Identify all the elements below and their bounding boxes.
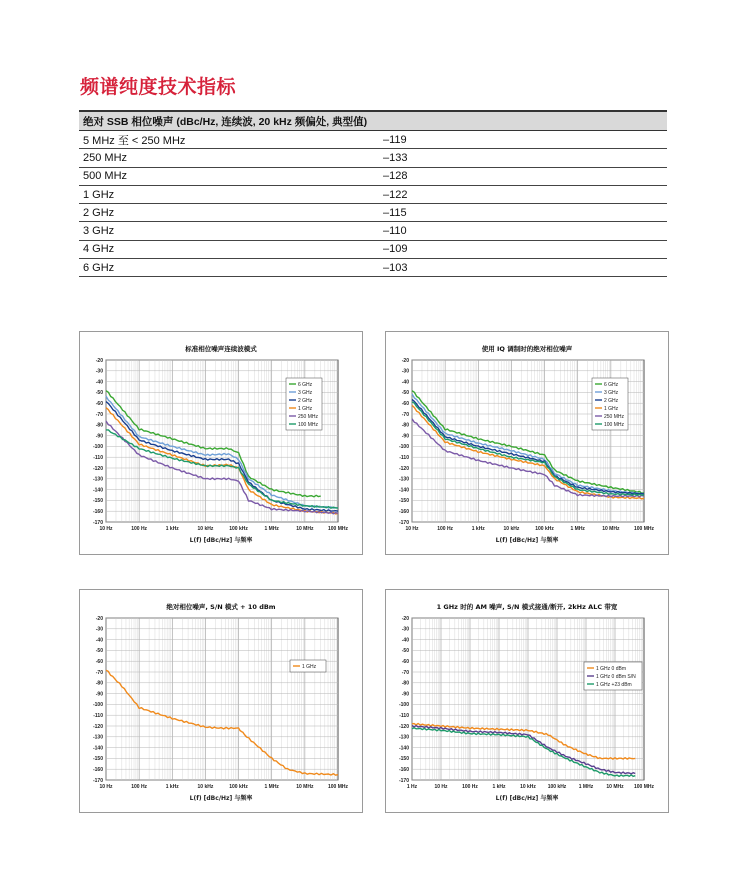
y-tick-label: -150 <box>398 498 409 505</box>
x-tick-label: 100 MHz <box>633 526 655 532</box>
spec-table <box>79 110 667 277</box>
chart-am-noise <box>385 589 669 813</box>
x-tick-label: 10 MHz <box>296 526 314 532</box>
y-tick-label: -170 <box>398 519 409 526</box>
row-value: –115 <box>379 204 667 222</box>
y-tick-label: -80 <box>401 680 409 687</box>
row-label: 5 MHz 至 < 250 MHz <box>79 131 379 149</box>
legend-label: 1 GHz <box>604 405 619 412</box>
x-axis-label: L(f) [dBc/Hz] 与频率 <box>495 795 559 802</box>
y-tick-label: -120 <box>92 723 103 730</box>
table-row <box>79 167 667 185</box>
x-tick-label: 1 Hz <box>406 784 418 790</box>
table-row <box>79 185 667 203</box>
y-tick-label: -150 <box>92 498 103 505</box>
x-tick-label: 10 MHz <box>602 526 620 532</box>
y-tick-label: -20 <box>95 615 103 622</box>
x-tick-label: 100 MHz <box>327 784 349 790</box>
chart-sn-mode-phase-noise <box>79 589 363 813</box>
x-tick-label: 100 Hz <box>131 784 148 790</box>
y-tick-label: -20 <box>95 357 103 364</box>
row-label: 1 GHz <box>79 185 379 203</box>
y-tick-label: -110 <box>93 455 103 461</box>
y-tick-label: -50 <box>401 648 409 655</box>
y-tick-label: -40 <box>401 379 409 386</box>
y-tick-label: -90 <box>401 433 409 440</box>
x-tick-label: 100 kHz <box>229 526 248 532</box>
chart-title: 绝对相位噪声, S/N 模式 + 10 dBm <box>166 603 276 611</box>
y-tick-label: -170 <box>92 519 103 526</box>
y-tick-label: -60 <box>95 401 103 407</box>
y-tick-label: -40 <box>95 379 103 386</box>
x-axis-label: L(f) [dBc/Hz] 与频率 <box>189 795 253 802</box>
x-tick-label: 100 Hz <box>131 526 148 532</box>
y-tick-label: -30 <box>401 626 409 633</box>
chart-svg-2 <box>80 590 362 812</box>
x-tick-label: 10 kHz <box>520 784 536 790</box>
y-tick-label: -140 <box>92 745 103 752</box>
table-row <box>79 204 667 222</box>
y-tick-label: -160 <box>398 767 409 773</box>
y-tick-label: -40 <box>401 637 409 644</box>
y-tick-label: -130 <box>398 476 409 483</box>
legend-label: 1 GHz <box>298 405 313 412</box>
row-label: 4 GHz <box>79 240 379 258</box>
x-tick-label: 1 MHz <box>264 526 279 532</box>
y-tick-label: -30 <box>401 368 409 375</box>
legend-label: 250 MHz <box>298 413 319 420</box>
row-value: –119 <box>379 131 667 149</box>
legend <box>584 662 642 690</box>
x-tick-label: 100 MHz <box>633 784 655 790</box>
y-tick-label: -40 <box>95 637 103 644</box>
y-tick-label: -90 <box>95 433 103 440</box>
table-row <box>79 259 667 277</box>
y-tick-label: -140 <box>92 487 103 494</box>
y-tick-label: -20 <box>401 615 409 622</box>
x-tick-label: 1 kHz <box>492 784 506 790</box>
y-tick-label: -130 <box>92 476 103 483</box>
y-tick-label: -160 <box>398 509 409 515</box>
y-tick-label: -120 <box>92 465 103 472</box>
x-tick-label: 1 MHz <box>570 526 585 532</box>
y-tick-label: -170 <box>92 777 103 784</box>
x-tick-label: 10 kHz <box>197 526 214 532</box>
y-tick-label: -30 <box>95 626 103 633</box>
x-tick-label: 1 kHz <box>471 526 485 532</box>
legend <box>592 378 628 430</box>
row-value: –103 <box>379 259 667 277</box>
x-axis-label: L(f) [dBc/Hz] 与频率 <box>189 537 253 544</box>
y-tick-label: -120 <box>398 465 409 472</box>
y-tick-label: -90 <box>95 691 103 698</box>
x-tick-label: 1 kHz <box>165 526 179 532</box>
legend-label: 1 GHz 0 dBm <box>596 665 627 672</box>
y-tick-label: -80 <box>401 422 409 429</box>
x-tick-label: 100 kHz <box>535 526 554 532</box>
x-tick-label: 10 kHz <box>197 784 214 790</box>
y-tick-label: -60 <box>401 401 409 407</box>
chart-svg-0 <box>80 332 362 554</box>
y-tick-label: -100 <box>92 702 103 709</box>
legend-label: 1 GHz +23 dBm <box>596 681 632 688</box>
row-label: 2 GHz <box>79 204 379 222</box>
y-tick-label: -160 <box>92 767 103 773</box>
x-tick-label: 100 kHz <box>547 784 567 790</box>
spec-table-header: 绝对 SSB 相位噪声 (dBc/Hz, 连续波, 20 kHz 频偏处, 典型值) <box>79 111 667 131</box>
y-tick-label: -60 <box>95 659 103 665</box>
row-value: –122 <box>379 185 667 203</box>
row-label: 500 MHz <box>79 167 379 185</box>
x-tick-label: 10 Hz <box>99 784 113 790</box>
page-heading: 频谱纯度技术指标 <box>80 76 237 98</box>
chart-title: 标准相位噪声连续波模式 <box>185 345 257 353</box>
x-tick-label: 100 Hz <box>462 784 478 790</box>
row-value: –128 <box>379 167 667 185</box>
y-tick-label: -20 <box>401 357 409 364</box>
legend-label: 1 GHz <box>302 663 317 670</box>
legend <box>286 378 322 430</box>
legend-label: 1 GHz 0 dBm S/N <box>596 673 636 680</box>
legend <box>290 660 326 672</box>
chart-standard-phase-noise <box>79 331 363 555</box>
x-axis-label: L(f) [dBc/Hz] 与频率 <box>495 537 559 544</box>
x-tick-label: 10 Hz <box>405 526 419 532</box>
y-tick-label: -160 <box>92 509 103 515</box>
y-tick-label: -70 <box>401 411 409 418</box>
x-tick-label: 1 MHz <box>578 784 594 790</box>
y-tick-label: -70 <box>95 411 103 418</box>
y-tick-label: -50 <box>95 390 103 397</box>
y-tick-label: -80 <box>95 422 103 429</box>
y-tick-label: -100 <box>398 444 409 451</box>
y-tick-label: -140 <box>398 487 409 494</box>
legend-label: 3 GHz <box>604 389 619 396</box>
legend-label: 3 GHz <box>298 389 313 396</box>
table-row <box>79 240 667 258</box>
x-tick-label: 100 MHz <box>327 526 349 532</box>
spec-table-header-row <box>79 111 667 131</box>
table-row <box>79 131 667 149</box>
y-tick-label: -50 <box>95 648 103 655</box>
legend-label: 2 GHz <box>604 397 619 404</box>
table-row <box>79 149 667 167</box>
y-tick-label: -140 <box>398 745 409 752</box>
y-tick-label: -130 <box>398 734 409 741</box>
x-tick-label: 10 Hz <box>99 526 113 532</box>
y-tick-label: -70 <box>95 669 103 676</box>
row-label: 250 MHz <box>79 149 379 167</box>
chart-svg-1 <box>386 332 668 554</box>
y-tick-label: -60 <box>401 659 409 665</box>
y-tick-label: -70 <box>401 669 409 676</box>
y-tick-label: -110 <box>399 713 409 719</box>
legend-label: 6 GHz <box>604 381 619 388</box>
y-tick-label: -110 <box>399 455 409 461</box>
x-tick-label: 10 Hz <box>434 784 448 790</box>
y-tick-label: -130 <box>92 734 103 741</box>
x-tick-label: 100 kHz <box>229 784 248 790</box>
x-tick-label: 1 MHz <box>264 784 279 790</box>
y-tick-label: -120 <box>398 723 409 730</box>
legend-label: 100 MHz <box>604 421 625 428</box>
row-label: 6 GHz <box>79 259 379 277</box>
y-tick-label: -80 <box>95 680 103 687</box>
y-tick-label: -30 <box>95 368 103 375</box>
y-tick-label: -50 <box>401 390 409 397</box>
y-tick-label: -100 <box>92 444 103 451</box>
row-value: –110 <box>379 222 667 240</box>
row-label: 3 GHz <box>79 222 379 240</box>
y-tick-label: -150 <box>398 756 409 763</box>
row-value: –133 <box>379 149 667 167</box>
y-tick-label: -170 <box>398 777 409 784</box>
row-value: –109 <box>379 240 667 258</box>
x-tick-label: 10 kHz <box>503 526 520 532</box>
y-tick-label: -150 <box>92 756 103 763</box>
legend-label: 250 MHz <box>604 413 625 420</box>
x-tick-label: 1 kHz <box>165 784 179 790</box>
chart-title: 使用 IQ 调制时的绝对相位噪声 <box>481 345 573 353</box>
y-tick-label: -100 <box>398 702 409 709</box>
table-row <box>79 222 667 240</box>
chart-title: 1 GHz 时的 AM 噪声, S/N 模式接通/断开, 2kHz ALC 带宽 <box>436 603 618 611</box>
legend-label: 2 GHz <box>298 397 313 404</box>
chart-svg-3 <box>386 590 668 812</box>
y-tick-label: -110 <box>93 713 103 719</box>
x-tick-label: 100 Hz <box>437 526 454 532</box>
x-tick-label: 10 MHz <box>296 784 314 790</box>
x-tick-label: 10 MHz <box>606 784 624 790</box>
legend-label: 6 GHz <box>298 381 313 388</box>
chart-iq-phase-noise <box>385 331 669 555</box>
legend-label: 100 MHz <box>298 421 319 428</box>
y-tick-label: -90 <box>401 691 409 698</box>
